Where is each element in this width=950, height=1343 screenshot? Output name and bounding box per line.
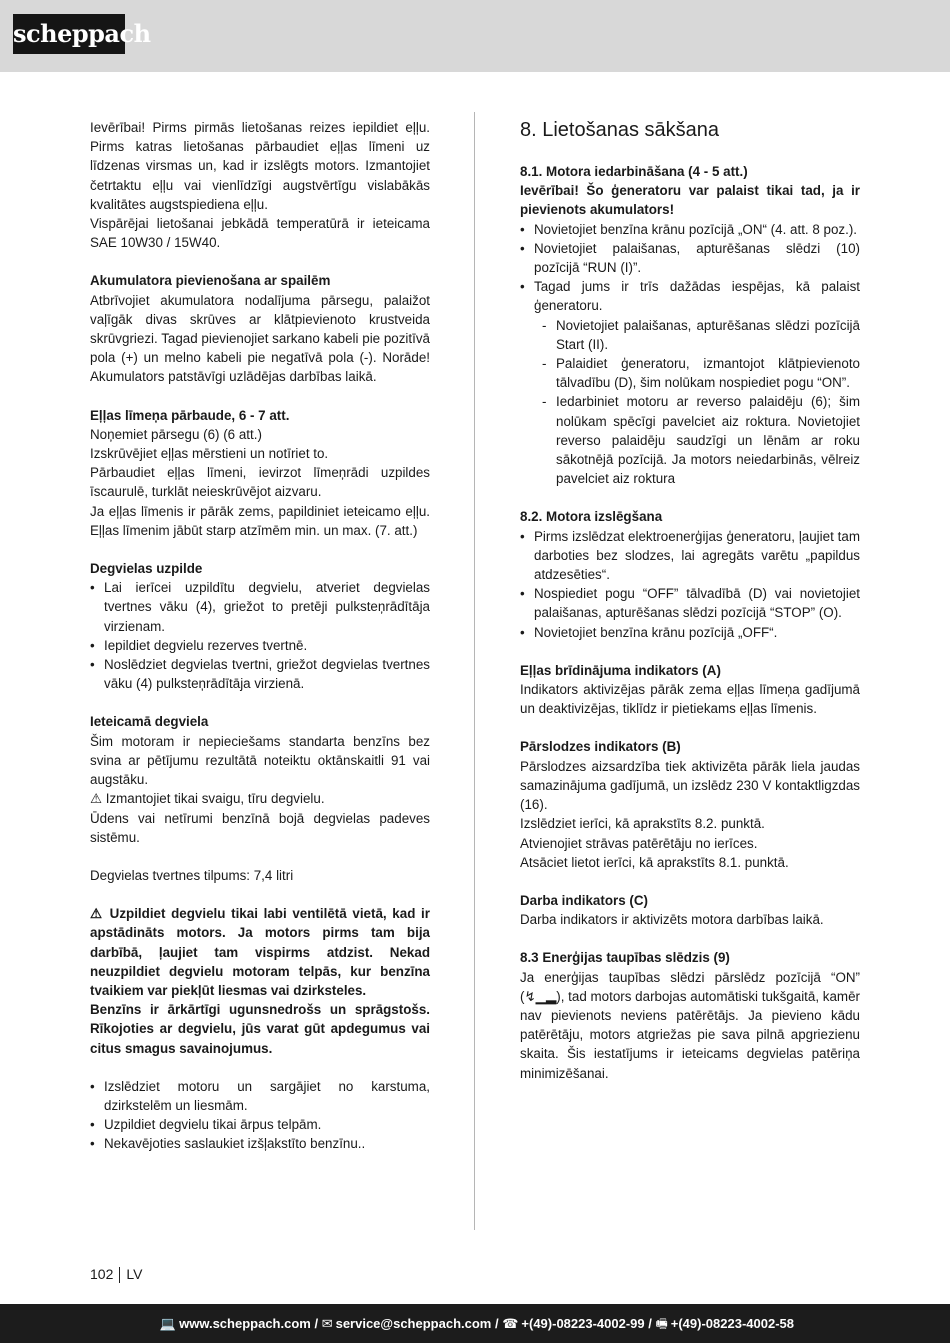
header-bar bbox=[0, 0, 950, 72]
work-indicator-heading: Darba indikators (C) bbox=[520, 892, 648, 908]
bullet-icon: • bbox=[90, 637, 95, 653]
list-item: • Novietojiet palaišanas, apturēšanas slēdzi (10) pozīcijā “RUN (I)”. bbox=[520, 240, 860, 276]
right-column bbox=[520, 118, 860, 1083]
work-indicator-paragraph: Darba indikators ir aktivizēts motora darbības laikā. bbox=[520, 912, 824, 928]
safety-list bbox=[90, 1077, 430, 1154]
bullet-icon: • bbox=[90, 580, 95, 596]
brand-logo: scheppach bbox=[13, 14, 125, 54]
fax-number: +(49)-08223-4002-58 bbox=[670, 1316, 794, 1331]
bullet-icon: • bbox=[520, 279, 525, 295]
list-item: • Nospiediet pogu “OFF” tālvadībā (D) vai novietojiet palaišanas, apturēšanas slēdzi pozīcijā “STOP” (O). bbox=[520, 586, 860, 621]
list-item: • Nekavējoties saslaukiet izšļakstīto benzīnu.. bbox=[90, 1134, 430, 1153]
bullet-icon: • bbox=[90, 1136, 95, 1152]
left-column bbox=[90, 118, 430, 1154]
contact-bar bbox=[0, 1304, 950, 1343]
computer-icon: 💻 bbox=[159, 1316, 177, 1331]
list-item: • Iepildiet degvielu rezerves tvertnē. bbox=[90, 636, 430, 655]
overload-heading: Pārslodzes indikators (B) bbox=[520, 739, 681, 755]
list-item: - Novietojiet palaišanas, apturēšanas slēdzi pozīcijā Start (II). bbox=[542, 317, 860, 352]
oil-warning-heading: Eļļas brīdinājuma indikators (A) bbox=[520, 662, 721, 678]
bullet-icon: • bbox=[520, 528, 525, 544]
dash-icon: - bbox=[542, 356, 547, 372]
water-warning-paragraph: Ūdens vai netīrumi benzīnā bojā degvielas padeves sistēmu. bbox=[90, 810, 430, 845]
oil-warning-paragraph: Indikators aktivizējas pārāk zema eļļas līmeņa gadījumā un deaktivizējas, tiklīdz ir pietiekams eļļas līmenis. bbox=[520, 682, 860, 717]
oil-viscosity-paragraph: Vispārējai lietošanai jebkādā temperatūrā ir ieteicama SAE 10W30 / 15W40. bbox=[90, 216, 430, 251]
phone-number: +(49)-08223-4002-99 / bbox=[521, 1316, 652, 1331]
start-list bbox=[520, 220, 860, 489]
list-item: • Novietojiet benzīna krānu pozīcijā „OFF“. bbox=[520, 623, 860, 642]
oil-check-heading: Eļļas līmeņa pārbaude, 6 - 7 att. bbox=[90, 407, 290, 423]
oil-check-line: Ja eļļas līmenis ir pārāk zems, papildiniet ieteicamo eļļu. Eļļas līmenim jābūt starp atzīmēm min. un max. (7. att.) bbox=[90, 503, 430, 538]
bullet-icon: • bbox=[520, 586, 525, 602]
bullet-icon: • bbox=[90, 1117, 95, 1133]
overload-line: Atsāciet lietot ierīci, kā aprakstīts 8.1. punktā. bbox=[520, 854, 789, 870]
battery-heading: Akumulatora pievienošana ar spailēm bbox=[90, 273, 331, 289]
dash-icon: - bbox=[542, 317, 547, 333]
list-item: • Pirms izslēdzat elektroenerģijas ģeneratoru, ļaujiet tam darboties bez slodzes, lai agregāts varētu „papildus atdzesēties“. bbox=[520, 528, 860, 583]
phone-icon: ☎ bbox=[502, 1316, 519, 1331]
list-item: - Palaidiet ģeneratoru, izmantojot klātpievienoto tālvadību (D), šim nolūkam nospiediet pogu “ON”. bbox=[542, 356, 860, 391]
list-item: • Uzpildiet degvielu tikai ārpus telpām. bbox=[90, 1115, 430, 1134]
start-engine-heading: 8.1. Motora iedarbināšana (4 - 5 att.) bbox=[520, 164, 748, 179]
stop-engine-heading: 8.2. Motora izslēgšana bbox=[520, 509, 663, 525]
bullet-icon: • bbox=[520, 624, 525, 640]
eco-switch-heading: 8.3 Enerģijas taupības slēdzis (9) bbox=[520, 950, 730, 966]
list-item: • Novietojiet benzīna krānu pozīcijā „ON“ (4. att. 8 poz.). bbox=[520, 220, 860, 239]
overload-paragraph: Pārslodzes aizsardzība tiek aktivizēta pārāk liela jaudas samazinājuma gadījumā, un izslēdz 230 V kontaktligzdas (16). bbox=[520, 758, 860, 813]
bullet-icon: • bbox=[520, 240, 525, 256]
list-item: • Lai ierīcei uzpildītu degvielu, atveriet degvielas tvertnes vāku (4), griežot to pretēji pulksteņrādītāja virzienam. bbox=[90, 580, 430, 634]
oil-check-line: Pārbaudiet eļļas līmeni, ievirzot līmeņrādi uzpildes īscaurulē, turklāt neieskrūvējot aizvaru. bbox=[90, 465, 430, 500]
refuel-list bbox=[90, 578, 430, 693]
refuel-heading: Degvielas uzpilde bbox=[90, 561, 203, 577]
eco-switch-paragraph: Ja enerģijas taupības slēdzi pārslēdz pozīcijā “ON” (↯▁▂), tad motors darbojas automātiski tukšgaitā, kamēr nav pievienots neviens patērētājs. Ja pievieno kādu patērētāju, motors atgriežas pie sava pilnā apgriezienu skaita. Šis iestatījums ir ieteicams degvielas patēriņa minimizēšanai. bbox=[520, 969, 860, 1081]
battery-paragraph: Atbrīvojiet akumulatora nodalījuma pārsegu, palaižot vaļīgāk divas skrūves ar klātpievienoto krustveida skrūvgriezi. Tagad pievienojiet sarkano kabeli pie pozitīvā pola (+) un melno kabeli pie negatīvā pola (-). Norāde! Akumulators patstāvīgi uzlādējas darbības laikā. bbox=[90, 292, 430, 385]
list-item: - Iedarbiniet motoru ar reverso palaidēju (6); šim nolūkam spēcīgi pavelciet aiz roktura. Novietojiet reverso palaidēju saudzīgi un lēnām ar roku sākotnējā pozīcijā. Ja motors neiedarbinās, vēlreiz pavelciet aiz roktura bbox=[542, 394, 860, 487]
list-item: • Noslēdziet degvielas tvertni, griežot degvielas tvertnes vāku (4) pulksteņrādītāja virzienā. bbox=[90, 657, 430, 692]
recommended-fuel-paragraph: Šim motoram ir nepieciešams standarta benzīns bez svina ar pētījumu rezultātā noteiktu oktānskaitli 91 vai augstāku. bbox=[90, 733, 430, 788]
bullet-icon: • bbox=[520, 221, 525, 237]
overload-line: Atvienojiet strāvas patērētāju no ierīces. bbox=[520, 835, 758, 851]
oil-intro-paragraph: Ievērībai! Pirms pirmās lietošanas reizes iepildiet eļļu. Pirms katras lietošanas pārbaudiet eļļas līmeni uz līdzenas virsmas un, kad ir izslēgts motors. Izmantojiet četrtaktu eļļu vai vienlīdzīgi augstvērtīgu vislabākās kvalitātes augstspiediena eļļu. bbox=[90, 120, 430, 212]
page-number: 102 bbox=[90, 1266, 114, 1282]
section-title: 8. Lietošanas sākšana bbox=[520, 119, 720, 141]
stop-list bbox=[520, 527, 860, 642]
recommended-fuel-heading: Ieteicamā degviela bbox=[90, 714, 209, 730]
battery-required-warning: Ievērībai! Šo ģeneratoru var palaist tikai tad, ja ir pievienots akumulators! bbox=[520, 183, 860, 218]
column-divider bbox=[474, 112, 475, 1230]
bullet-icon: • bbox=[90, 657, 95, 673]
overload-line: Izslēdziet ierīci, kā aprakstīts 8.2. punktā. bbox=[520, 816, 765, 832]
website-link[interactable]: www.scheppach.com / bbox=[179, 1316, 319, 1331]
page-footer-label bbox=[90, 1264, 142, 1284]
fuel-hazard-warning: Benzīns ir ārkārtīgi ugunsnedrošs un sprāgstošs. Rīkojoties ar degvielu, jūs varat gūt apdegumus vai citus smagus savainojumus. bbox=[90, 1002, 430, 1056]
oil-check-line: Noņemiet pārsegu (6) (6 att.) bbox=[90, 426, 262, 442]
list-item: • Tagad jums ir trīs dažādas iespējas, kā palaist ģeneratoru. bbox=[520, 279, 860, 314]
language-code: LV bbox=[126, 1266, 143, 1282]
mail-icon: ✉ bbox=[321, 1316, 333, 1331]
list-item: • Izslēdziet motoru un sargājiet no karstuma, dzirkstelēm un liesmām. bbox=[90, 1078, 430, 1113]
fax-icon: 🖷 bbox=[655, 1316, 668, 1331]
fuel-safety-warning: ⚠ Uzpildiet degvielu tikai labi ventilētā vietā, kad ir apstādināts motors. Ja motors pirms tam bija darbībā, ļaujiet tam vispirms atdzist. Nekad neuzpildiet degvielu motoram telpās, kur benzīna tvaikiem var piekļūt liesmas vai dzirksteles. bbox=[90, 906, 430, 998]
email-link[interactable]: service@scheppach.com / bbox=[335, 1316, 499, 1331]
tank-capacity: Degvielas tvertnes tilpums: 7,4 litri bbox=[90, 867, 294, 883]
dash-icon: - bbox=[542, 394, 547, 410]
footer-separator bbox=[119, 1267, 120, 1283]
bullet-icon: • bbox=[90, 1078, 95, 1094]
clean-fuel-warning: ⚠ Izmantojiet tikai svaigu, tīru degvielu. bbox=[90, 791, 325, 807]
oil-check-line: Izskrūvējiet eļļas mērstieni un notīriet to. bbox=[90, 446, 329, 462]
